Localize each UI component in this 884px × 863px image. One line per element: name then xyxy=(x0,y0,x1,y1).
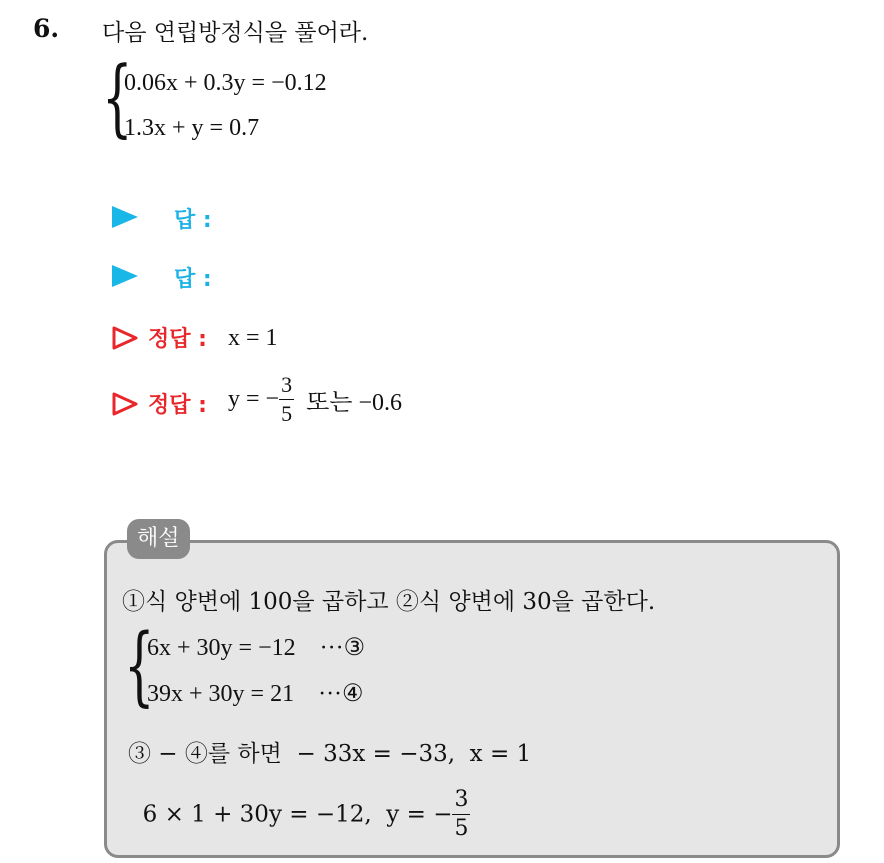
equation-2: 1.3x + y = 0.7 xyxy=(124,115,260,141)
correct-value-x: x = 1 xyxy=(228,325,278,351)
correct-label-2: 정답 : xyxy=(148,393,207,418)
fraction-numerator: 3 xyxy=(452,789,470,815)
explanation-system-brace: { xyxy=(124,615,155,717)
correct-arrow-icon xyxy=(112,392,138,416)
explanation-intro: ①식 양변에 100을 곱하고 ②식 양변에 30을 곱한다. xyxy=(122,589,656,615)
correct-arrow-icon xyxy=(112,326,138,350)
answer-arrow-icon xyxy=(112,206,138,228)
correct-label-1: 정답 : xyxy=(148,327,207,352)
system-brace-left: { xyxy=(102,49,133,147)
fraction-3-5 xyxy=(452,789,470,840)
explanation-title: 해설 xyxy=(127,519,190,559)
explanation-equation-3: 6x + 30y = −12 ···③ xyxy=(147,635,366,661)
explanation-step-2 xyxy=(128,763,470,840)
explanation-equation-4: 39x + 30y = 21 ···④ xyxy=(147,681,364,707)
explanation-step-1: ③ − ④를 하면 − 33x = −33, x = 1 xyxy=(128,741,532,767)
answer-arrow-icon xyxy=(112,265,138,287)
correct-value-y-suffix: 또는 −0.6 xyxy=(306,390,402,416)
fraction-numerator: 3 xyxy=(279,374,294,400)
fraction-denominator: 5 xyxy=(454,816,469,841)
question-number: 6. xyxy=(33,14,60,43)
explanation-step-2-text: 6 × 1 + 30y = −12, y = − xyxy=(142,801,453,828)
equation-1: 0.06x + 0.3y = −0.12 xyxy=(124,70,327,96)
answer-label-1: 답 : xyxy=(174,208,212,233)
fraction-3-5 xyxy=(279,374,294,425)
question-text: 다음 연립방정식을 풀어라. xyxy=(102,20,369,46)
correct-value-y-prefix: y = − xyxy=(228,386,280,412)
answer-label-2: 답 : xyxy=(174,267,212,292)
fraction-denominator: 5 xyxy=(281,401,293,426)
correct-value-y xyxy=(228,374,402,425)
